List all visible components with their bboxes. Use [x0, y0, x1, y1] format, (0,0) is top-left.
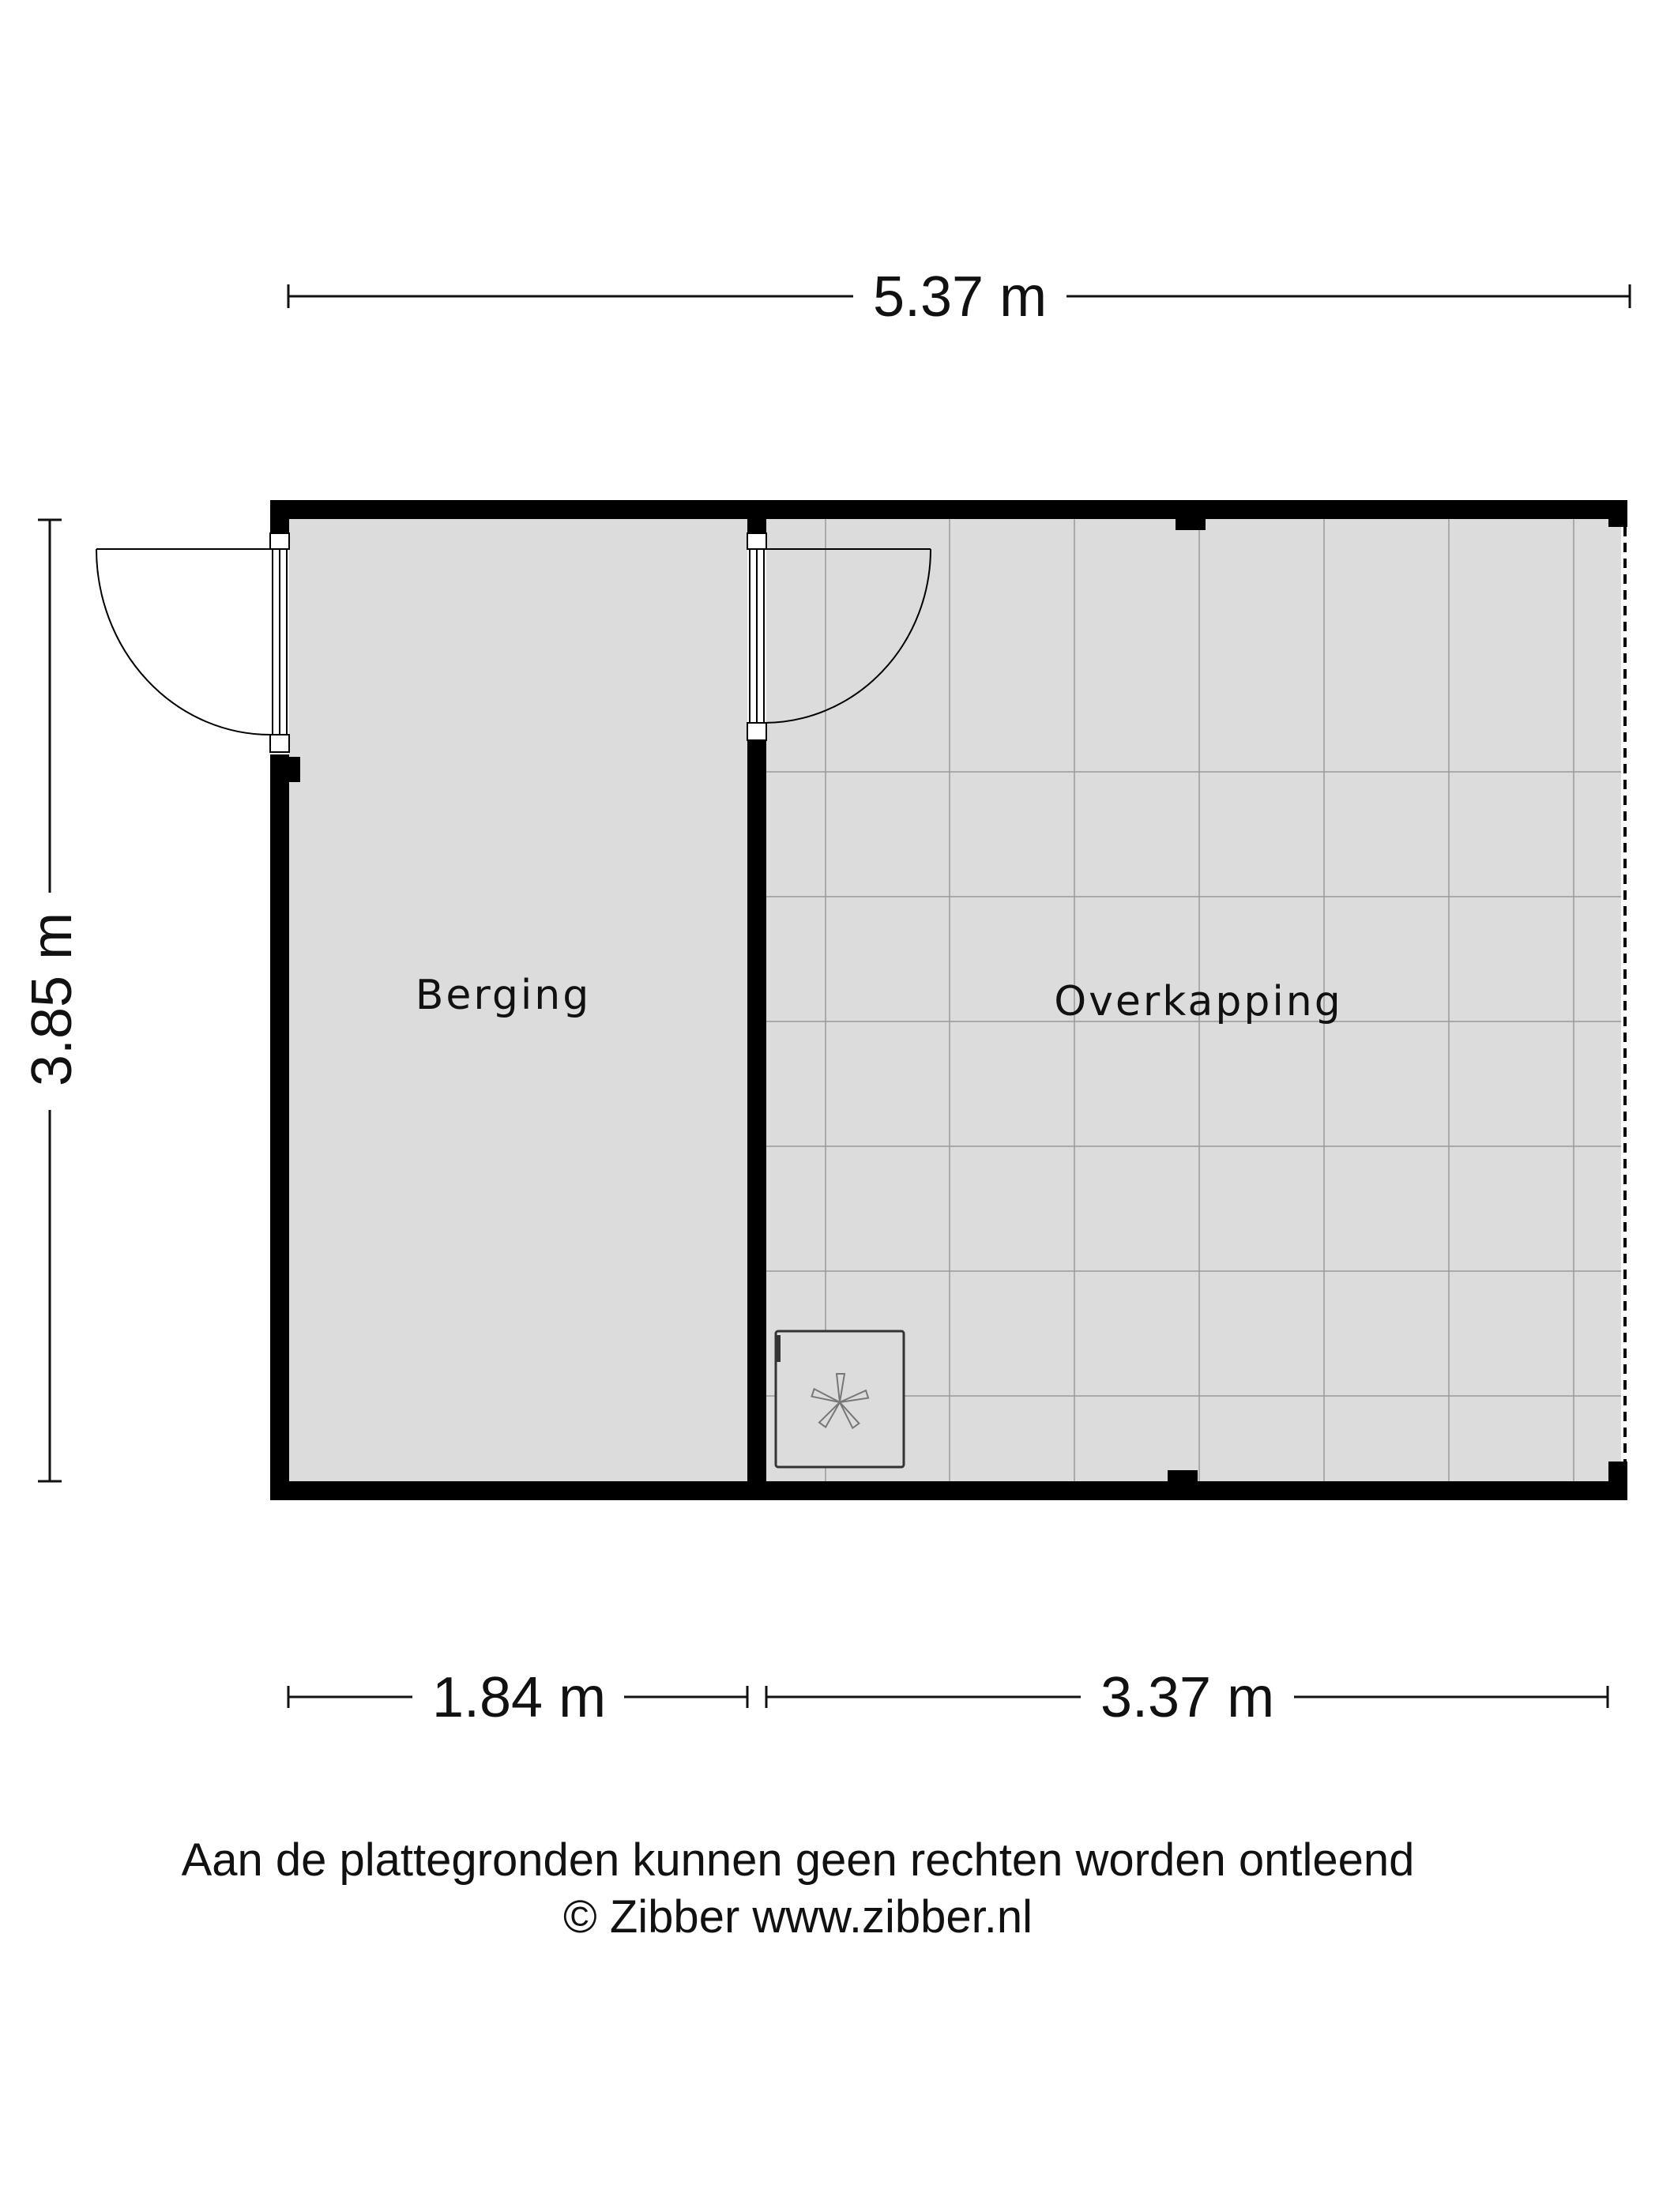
- dimension-overkapping-width: [766, 1666, 1608, 1729]
- outdoor-unit-icon: [776, 1331, 904, 1467]
- door-berging: [96, 533, 289, 752]
- copyright-text: © Zibber www.zibber.nl: [563, 1891, 1033, 1943]
- dimension-total-width: [288, 265, 1630, 329]
- room-label-berging: Berging: [415, 972, 592, 1019]
- dimension-label-total-depth: 3.85 m: [21, 912, 84, 1087]
- dimension-total-depth: [21, 520, 84, 1481]
- disclaimer-text: Aan de plattegronden kunnen geen rechten worden ontleend: [181, 1834, 1415, 1886]
- dimension-berging-width: [288, 1666, 747, 1729]
- dimension-label-berging-width: 1.84 m: [431, 1666, 607, 1729]
- room-label-overkapping: Overkapping: [1054, 978, 1343, 1025]
- dimension-label-total-width: 5.37 m: [872, 265, 1048, 329]
- dimension-label-overkapping-width: 3.37 m: [1100, 1666, 1275, 1729]
